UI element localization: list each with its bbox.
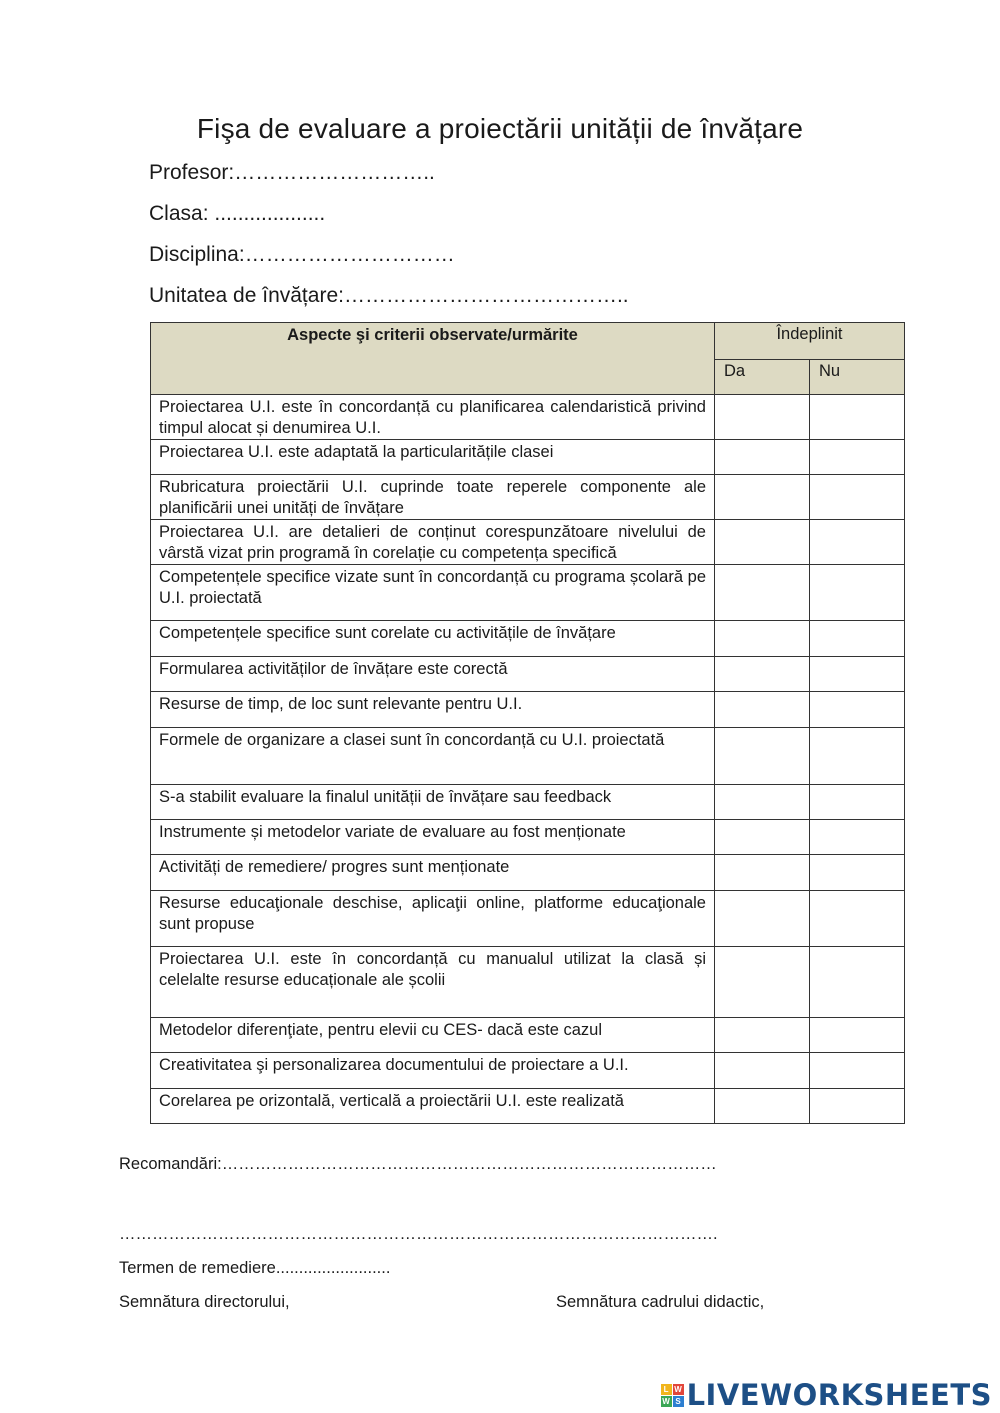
dots-line: ………………………………………………………………………………………………. (119, 1225, 718, 1243)
criterion-text: Resurse educaţionale deschise, aplicaţii online, platforme educaţionale sunt propuse (151, 891, 715, 947)
table-row (151, 728, 905, 785)
nu-checkbox-cell[interactable] (810, 440, 905, 475)
nu-checkbox-cell[interactable] (810, 1018, 905, 1053)
nu-checkbox-cell[interactable] (810, 520, 905, 565)
da-checkbox-cell[interactable] (715, 947, 810, 1018)
criterion-text: Formularea activităților de învățare este corectă (151, 657, 715, 692)
da-checkbox-cell[interactable] (715, 1089, 810, 1124)
table-row (151, 621, 905, 657)
da-checkbox-cell[interactable] (715, 621, 810, 657)
nu-checkbox-cell[interactable] (810, 565, 905, 621)
criterion-text: Competențele specifice sunt corelate cu activitățile de învățare (151, 621, 715, 657)
da-checkbox-cell[interactable] (715, 855, 810, 891)
profesor-field: Profesor:……………………….. (149, 161, 435, 184)
da-checkbox-cell[interactable] (715, 1018, 810, 1053)
logo-mark-letter: L (661, 1384, 672, 1395)
criterion-text: Activități de remediere/ progres sunt menționate (151, 855, 715, 891)
table-row (151, 475, 905, 520)
logo-mark-letter: W (662, 1396, 670, 1406)
criterion-text: Creativitatea şi personalizarea documentului de proiectare a U.I. (151, 1053, 715, 1089)
nu-checkbox-cell[interactable] (810, 855, 905, 891)
da-checkbox-cell[interactable] (715, 692, 810, 728)
criterion-text: Proiectarea U.I. este în concordanță cu manualul utilizat la clasă și celelalte resurse educaționale ale școlii (151, 947, 715, 1018)
nu-checkbox-cell[interactable] (810, 692, 905, 728)
da-checkbox-cell[interactable] (715, 785, 810, 820)
da-checkbox-cell[interactable] (715, 657, 810, 692)
table-row (151, 520, 905, 565)
criterion-text: S-a stabilit evaluare la finalul unității de învățare sau feedback (151, 785, 715, 820)
logo-mark-letter: W (674, 1384, 682, 1394)
criterion-text: Competențele specifice vizate sunt în concordanță cu programa școlară pe U.I. proiectată (151, 565, 715, 621)
table-row (151, 395, 905, 440)
header-aspects: Aspecte şi criterii observate/urmărite (151, 323, 715, 395)
nu-checkbox-cell[interactable] (810, 1053, 905, 1089)
da-checkbox-cell[interactable] (715, 891, 810, 947)
disciplina-field: Disciplina:………………………… (149, 243, 455, 266)
table-row (151, 440, 905, 475)
table-row (151, 1018, 905, 1053)
criterion-text: Resurse de timp, de loc sunt relevante pentru U.I. (151, 692, 715, 728)
criterion-text: Instrumente și metodelor variate de evaluare au fost menționate (151, 820, 715, 855)
logo-mark-icon (661, 1384, 684, 1407)
table-row (151, 891, 905, 947)
page-title: Fişa de evaluare a proiectării unității de învățare (196, 113, 804, 144)
table-row (151, 820, 905, 855)
da-checkbox-cell[interactable] (715, 1053, 810, 1089)
table-row (151, 1053, 905, 1089)
criterion-text: Rubricatura proiectării U.I. cuprinde toate reperele componente ale planificării unei unități de învățare (151, 475, 715, 520)
criterion-text: Proiectarea U.I. este în concordanță cu planificarea calendaristică privind timpul alocat și denumirea U.I. (151, 395, 715, 440)
evaluation-table (150, 322, 905, 1124)
semnatura-director: Semnătura directorului, (119, 1293, 290, 1311)
nu-checkbox-cell[interactable] (810, 1089, 905, 1124)
da-checkbox-cell[interactable] (715, 475, 810, 520)
header-nu: Nu (810, 359, 905, 395)
nu-checkbox-cell[interactable] (810, 657, 905, 692)
da-checkbox-cell[interactable] (715, 820, 810, 855)
nu-checkbox-cell[interactable] (810, 475, 905, 520)
nu-checkbox-cell[interactable] (810, 785, 905, 820)
recomandari-line: Recomandări:……………………………………………………………………………… (119, 1155, 717, 1173)
da-checkbox-cell[interactable] (715, 728, 810, 785)
header-indeplinit: Îndeplinit (715, 323, 905, 360)
table-row (151, 785, 905, 820)
semnatura-cadru: Semnătura cadrului didactic, (556, 1293, 765, 1311)
table-row (151, 947, 905, 1018)
da-checkbox-cell[interactable] (715, 440, 810, 475)
unitatea-field: Unitatea de învățare:………………………………….. (149, 284, 629, 307)
table-row (151, 1089, 905, 1124)
clasa-field: Clasa: ................... (149, 202, 326, 225)
da-checkbox-cell[interactable] (715, 520, 810, 565)
criterion-text: Metodelor diferenţiate, pentru elevii cu CES- dacă este cazul (151, 1018, 715, 1053)
table-row (151, 855, 905, 891)
da-checkbox-cell[interactable] (715, 395, 810, 440)
table-row (151, 565, 905, 621)
criterion-text: Proiectarea U.I. are detalieri de conținut corespunzătoare nivelului de vârstă vizat prin programă în corelație cu competența specifică (151, 520, 715, 565)
nu-checkbox-cell[interactable] (810, 728, 905, 785)
da-checkbox-cell[interactable] (715, 565, 810, 621)
criterion-text: Corelarea pe orizontală, verticală a proiectării U.I. este realizată (151, 1089, 715, 1124)
nu-checkbox-cell[interactable] (810, 947, 905, 1018)
criterion-text: Formele de organizare a clasei sunt în concordanță cu U.I. proiectată (151, 728, 715, 785)
table-row (151, 692, 905, 728)
logo-mark-letter: S (673, 1396, 684, 1407)
liveworksheets-logo (661, 1378, 992, 1412)
nu-checkbox-cell[interactable] (810, 820, 905, 855)
nu-checkbox-cell[interactable] (810, 891, 905, 947)
logo-text: LIVEWORKSHEETS (686, 1378, 992, 1412)
nu-checkbox-cell[interactable] (810, 395, 905, 440)
nu-checkbox-cell[interactable] (810, 621, 905, 657)
termen-remediere: Termen de remediere......................... (119, 1259, 391, 1277)
criterion-text: Proiectarea U.I. este adaptată la particularitățile clasei (151, 440, 715, 475)
table-row (151, 657, 905, 692)
header-da: Da (715, 359, 810, 395)
